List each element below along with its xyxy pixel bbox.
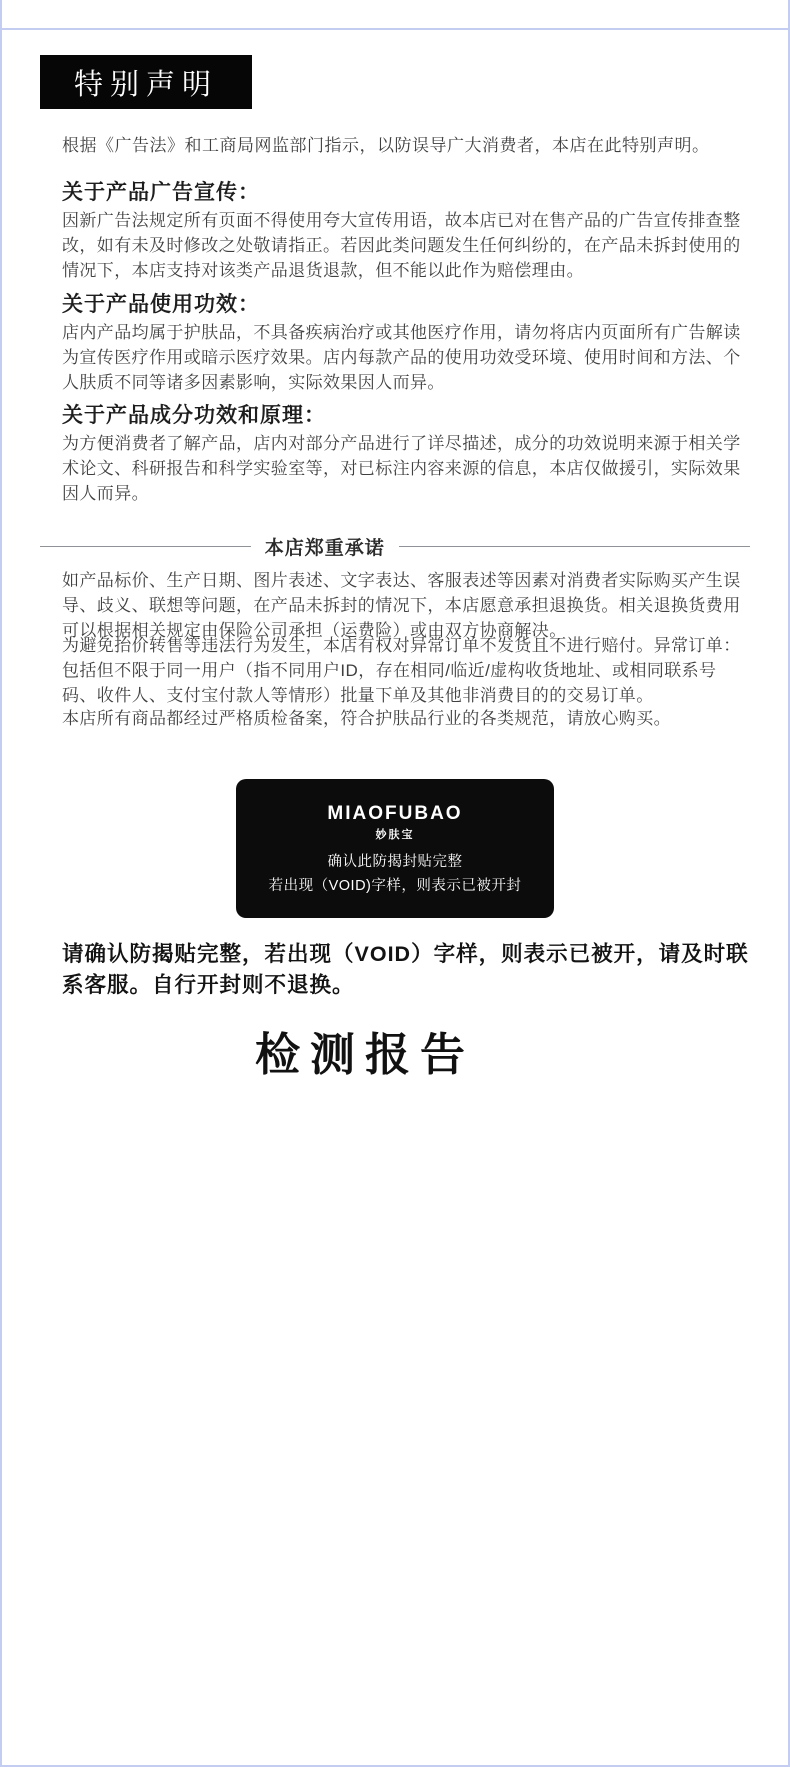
brand-logo-text: MIAOFUBAO	[327, 802, 463, 824]
section-body-efficacy: 店内产品均属于护肤品，不具备疾病治疗或其他医疗作用，请勿将店内页面所有广告解读为宣传医疗作用或暗示医疗效果。店内每款产品的使用功效受环境、使用时间和方法、个人肤质不同等诸多因素影响，实际效果因人而异。	[62, 323, 741, 392]
brand-logo-chinese: 妙肤宝	[375, 828, 415, 841]
section-heading-advertising: 关于产品广告宣传：	[62, 181, 260, 204]
void-seal-notice: 请确认防揭贴完整，若出现（VOID）字样，则表示已被开，请及时联系客服。自行开封则不退换。	[62, 942, 749, 997]
promise-paragraph-quality: 本店所有商品都经过严格质检备案，符合护肤品行业的各类规范，请放心购买。	[62, 709, 671, 728]
section-body-advertising: 因新广告法规定所有页面不得使用夸大宣传用语，故本店已对在售产品的广告宣传排查整改，如有未及时修改之处敬请指正。若因此类问题发生任何纠纷的，在产品未拆封使用的情况下，本店支持对该类产品退货退款，但不能以此作为赔偿理由。	[62, 211, 741, 280]
section-heading-ingredients: 关于产品成分功效和原理：	[62, 404, 326, 427]
section-heading-efficacy: 关于产品使用功效：	[62, 293, 260, 316]
promise-paragraph-abnormal-orders: 为避免抬价转售等违法行为发生，本店有权对异常订单不发货且不进行赔付。异常订单：包括但不限于同一用户（指不同用户ID，存在相同/临近/虚构收货地址、或相同联系号码、收件人、支付宝付款人等情形）批量下单及其他非消费目的的交易订单。	[62, 636, 741, 705]
certificates-collage	[0, 1000, 790, 1767]
seal-card-line1: 确认此防揭封贴完整	[327, 853, 463, 870]
test-report-title: 检测报告	[254, 1029, 475, 1080]
tamper-seal-card	[236, 779, 554, 918]
special-statement-badge: 特别声明	[40, 55, 252, 109]
promise-divider-label: 本店郑重承诺	[264, 538, 385, 559]
statement-intro-text: 根据《广告法》和工商局网监部门指示，以防误导广大消费者，本店在此特别声明。	[62, 136, 710, 155]
section-body-ingredients: 为方便消费者了解产品，店内对部分产品进行了详尽描述，成分的功效说明来源于相关学术论文、科研报告和科学实验室等，对已标注内容来源的信息，本店仅做援引，实际效果因人而异。	[62, 434, 741, 503]
seal-card-line2: 若出现（VOID)字样，则表示已被开封	[268, 877, 522, 894]
promise-divider	[40, 533, 750, 560]
promise-paragraph-returns: 如产品标价、生产日期、图片表述、文字表达、客服表述等因素对消费者实际购买产生误导、歧义、联想等问题，在产品未拆封的情况下，本店愿意承担退换货。相关退换货费用可以根据相关规定由保险公司承担（运费险）或由双方协商解决。	[62, 571, 741, 640]
page-border-top	[0, 28, 790, 30]
